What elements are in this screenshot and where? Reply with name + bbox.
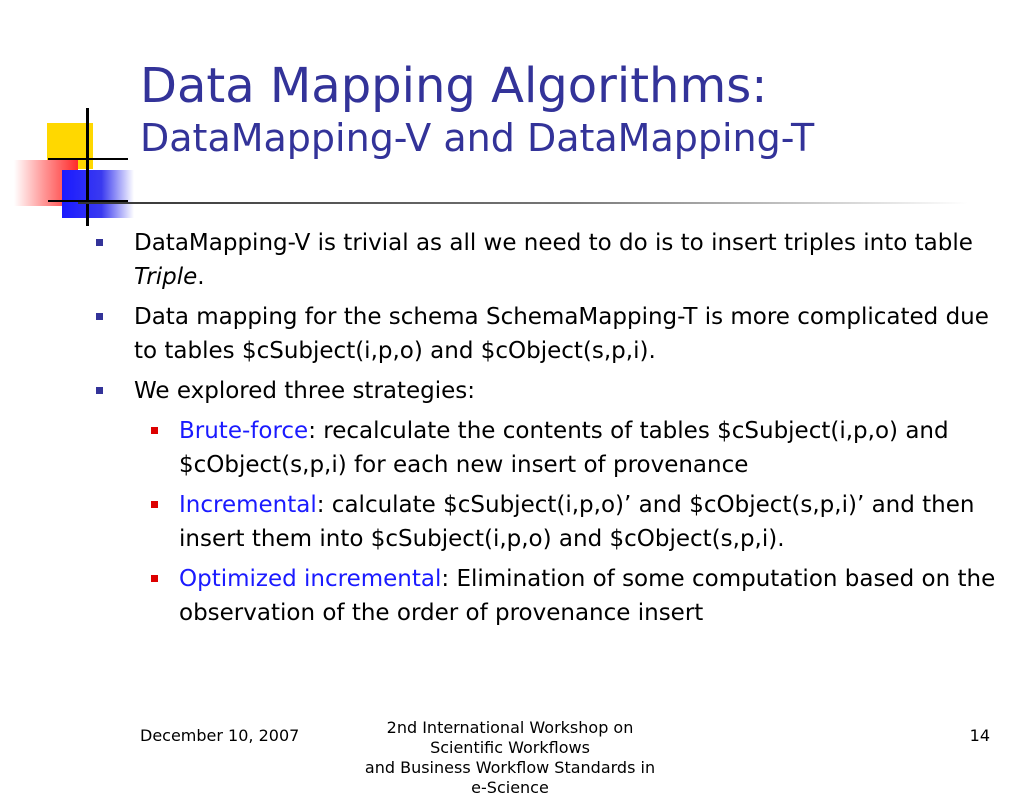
slide-content: [96, 226, 996, 636]
red-square-bullet-icon: [151, 575, 158, 582]
sub-bullet-item: [96, 414, 996, 482]
blue-square: [62, 170, 134, 218]
vertical-line: [86, 108, 89, 226]
strategy-term: Brute-force: [179, 418, 309, 444]
bullet-text: Data mapping for the schema SchemaMapping-T is more complicated due to tables $cSubject(i,p,o) and $cObject(s,p,i).: [134, 304, 989, 364]
title-line-2: DataMapping-V and DataMapping-T: [140, 116, 815, 160]
bullet-text: DataMapping-V is trivial as all we need to do is to insert triples into table: [134, 230, 973, 256]
strategy-text: : Elimination of some computation based on the observation of the order of provenance insert: [179, 566, 996, 626]
sub-bullet-item: [96, 562, 996, 630]
strategy-text: : calculate $cSubject(i,p,o)’ and $cObject(s,p,i)’ and then insert them into $cSubject(i,p,o) and $cObject(s,p,i).: [179, 492, 975, 552]
footer-date: December 10, 2007: [140, 726, 300, 745]
footer-conference-line-2: and Business Workflow Standards in e-Science: [364, 758, 656, 797]
slide-title: [140, 58, 814, 162]
strategy-term: Incremental: [179, 492, 317, 518]
square-bullet-icon: [96, 387, 103, 394]
title-divider: [78, 202, 968, 204]
horizontal-line-top: [48, 158, 128, 160]
strategy-term: Optimized incremental: [179, 566, 442, 592]
square-bullet-icon: [96, 313, 103, 320]
sub-bullet-item: [96, 488, 996, 556]
bullet-emphasis: Triple: [134, 264, 198, 290]
page-number: 14: [969, 726, 990, 745]
footer-conference: [360, 718, 660, 798]
strategy-text: : recalculate the contents of tables $cSubject(i,p,o) and $cObject(s,p,i) for each new insert of provenance: [179, 418, 949, 478]
corner-decoration: [0, 0, 140, 230]
bullet-text-end: .: [197, 264, 205, 290]
bullet-item: [96, 300, 996, 368]
red-square-bullet-icon: [151, 501, 158, 508]
title-line-1: Data Mapping Algorithms:: [140, 58, 768, 114]
bullet-item: [96, 374, 996, 408]
footer-conference-line-1: 2nd International Workshop on Scientific Workflows: [386, 718, 634, 757]
square-bullet-icon: [96, 239, 103, 246]
bullet-item: [96, 226, 996, 294]
bullet-text: We explored three strategies:: [134, 378, 476, 404]
red-square-bullet-icon: [151, 427, 158, 434]
